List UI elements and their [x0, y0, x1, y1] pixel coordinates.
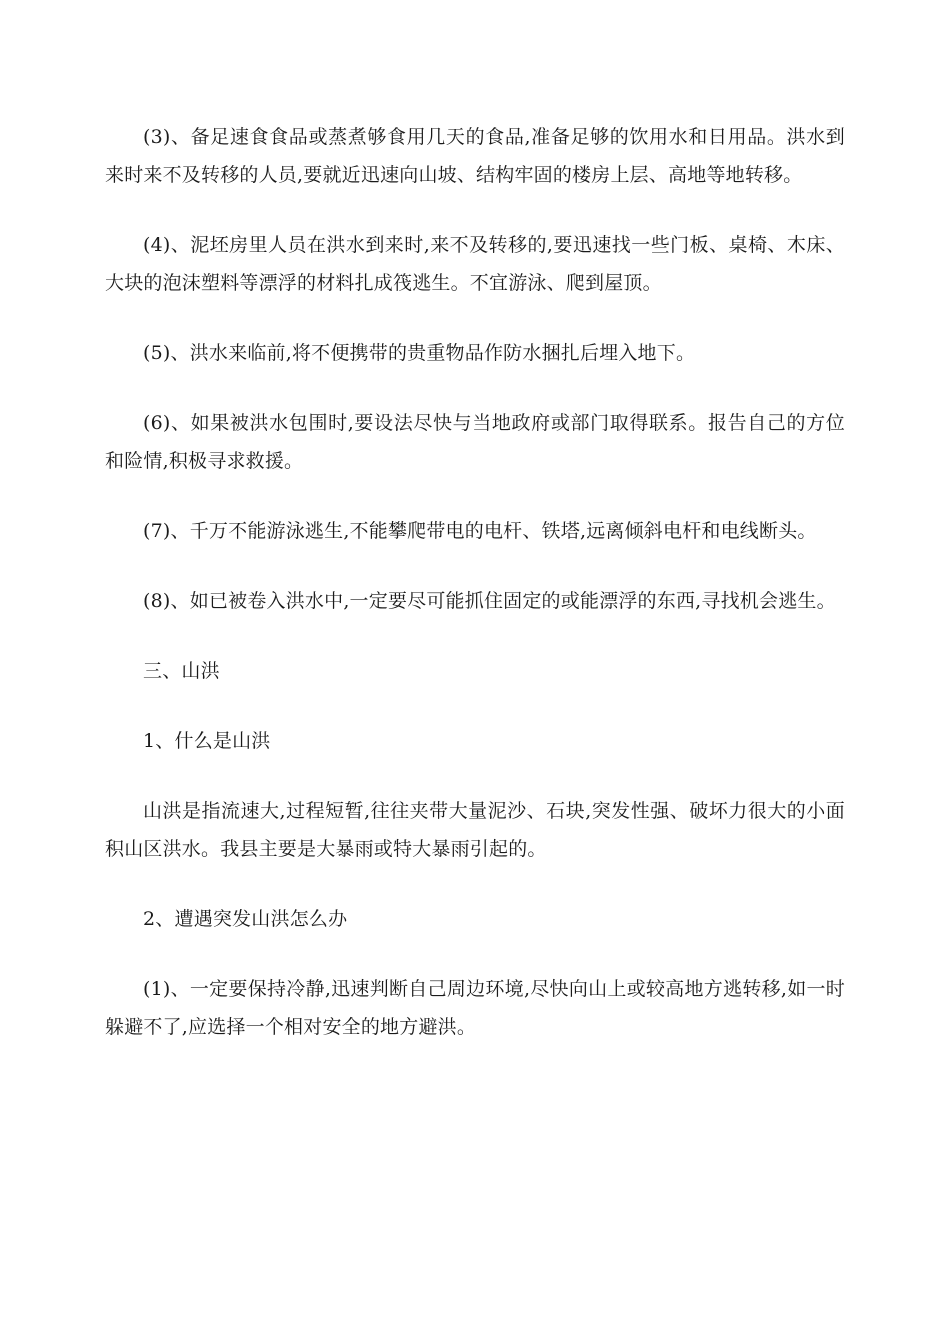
- document-body: [105, 118, 845, 1078]
- paragraph-item-5: (5)、洪水来临前,将不便携带的贵重物品作防水捆扎后埋入地下。: [143, 342, 696, 364]
- subheading-what-is-mountain-flood: 1、什么是山洪: [143, 730, 271, 752]
- paragraph-item-7: (7)、千万不能游泳逃生,不能攀爬带电的电杆、铁塔,远离倾斜电杆和电线断头。: [143, 520, 817, 542]
- paragraph-definition: 山洪是指流速大,过程短暂,往往夹带大量泥沙、石块,突发性强、破坏力很大的小面积山区洪水。我县主要是大暴雨或特大暴雨引起的。: [105, 800, 845, 860]
- subheading-what-to-do: 2、遭遇突发山洪怎么办: [143, 908, 348, 930]
- section-heading-mountain-flood: 三、山洪: [143, 660, 220, 682]
- paragraph-item-3: (3)、备足速食食品或蒸煮够食用几天的食品,准备足够的饮用水和日用品。洪水到来时来不及转移的人员,要就近迅速向山坡、结构牢固的楼房上层、高地等地转移。: [105, 126, 845, 186]
- paragraph-item-6: (6)、如果被洪水包围时,要设法尽快与当地政府或部门取得联系。报告自己的方位和险情,积极寻求救援。: [105, 412, 845, 472]
- paragraph-item-4: (4)、泥坯房里人员在洪水到来时,来不及转移的,要迅速找一些门板、桌椅、木床、大块的泡沫塑料等漂浮的材料扎成筏逃生。不宜游泳、爬到屋顶。: [105, 234, 845, 294]
- paragraph-item-8: (8)、如已被卷入洪水中,一定要尽可能抓住固定的或能漂浮的东西,寻找机会逃生。: [143, 590, 836, 612]
- paragraph-item-1: (1)、一定要保持冷静,迅速判断自己周边环境,尽快向山上或较高地方逃转移,如一时躲避不了,应选择一个相对安全的地方避洪。: [105, 978, 845, 1038]
